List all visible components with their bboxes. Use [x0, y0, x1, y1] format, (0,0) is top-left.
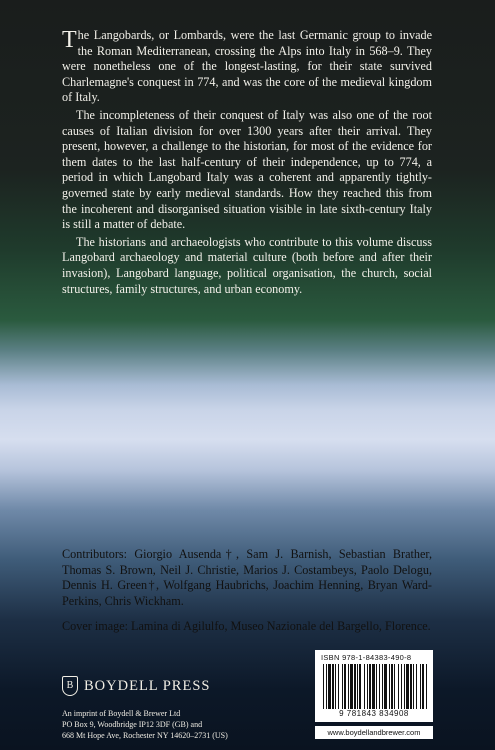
boydell-shield-icon: B — [62, 676, 78, 696]
back-cover-blurb — [62, 28, 432, 299]
address-line: An imprint of Boydell & Brewer Ltd — [62, 709, 181, 718]
address-line: PO Box 9, Woodbridge IP12 3DF (GB) and — [62, 720, 203, 729]
publisher-logo — [62, 676, 210, 696]
blurb-paragraph-2: The incompleteness of their conquest of Italy was also one of the root causes of Italian division for over 1300 years after their arrival. They present, however, a challenge to the historian, for most of the evidence for them dates to the last half-century of their independence, up to 774, a period in which Langobard Italy was a coherent and apparently tightly-governed state by early medieval standards. How they reached this from the incoherent and disorganised situation visible in late sixth-century Italy is still a matter of debate. — [62, 107, 432, 232]
publisher-address — [62, 708, 228, 741]
address-line: 668 Mt Hope Ave, Rochester NY 14620–2731 (US) — [62, 731, 228, 740]
blurb-p1-text: he Langobards, or Lombards, were the last Germanic group to invade the Roman Mediterranean, crossing the Alps into Italy in 568–9. They were nonetheless one of the longest-lasting, for their state survived Charlemagne's conquest in 774, and was the core of the medieval kingdom of Italy. — [62, 28, 432, 105]
drop-cap: T — [62, 27, 77, 53]
publisher-url: www.boydellandbrewer.com — [315, 726, 433, 739]
barcode-bars-icon — [323, 664, 427, 709]
blurb-paragraph-1 — [62, 28, 432, 106]
cover-image-credit: Cover image: Lamina di Agilulfo, Museo Nazionale del Bargello, Florence. — [62, 619, 431, 634]
publisher-name: BOYDELL PRESS — [84, 677, 211, 694]
contributors-section — [62, 547, 432, 645]
barcode-digits: 9 781843 834908 — [339, 709, 409, 718]
isbn-barcode — [315, 650, 433, 722]
contributors-list: Contributors: Giorgio Ausenda†, Sam J. Barnish, Sebastian Brather, Thomas S. Brown, Neil J. Christie, Marios J. Costambeys, Paolo Delogu, Dennis H. Green†, Wolfgang Haubrichs, Joachim Henning, Bryan Ward-Perkins, Chris Wickham. — [62, 547, 432, 608]
isbn-label: ISBN 978-1-84383-490-8 — [321, 653, 412, 662]
blurb-paragraph-3: The historians and archaeologists who contribute to this volume discuss Langobard archaeology and material culture (both before and after their invasion), Langobard language, political organisation, the church, social structures, family structures, and urban economy. — [62, 234, 432, 296]
